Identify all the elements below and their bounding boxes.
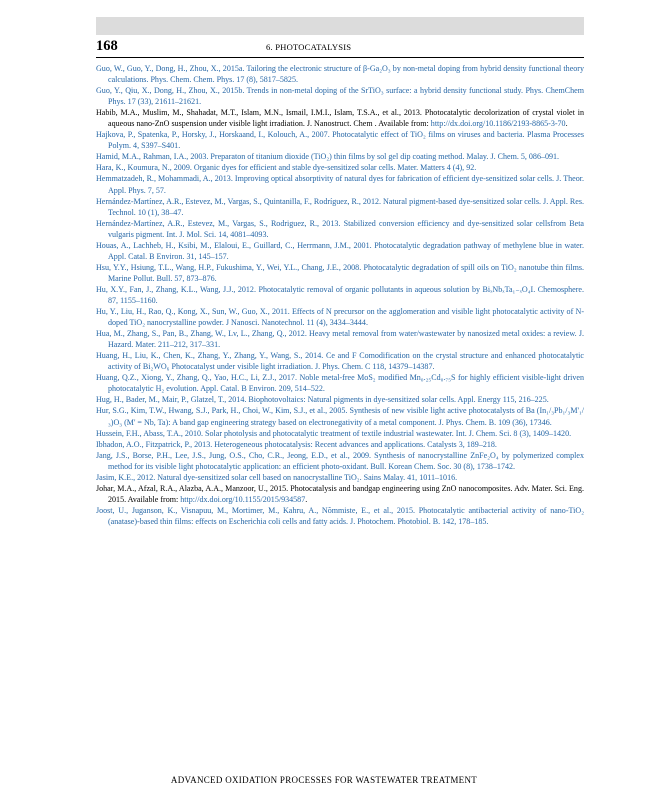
reference-item[interactable]: Huang, H., Liu, K., Chen, K., Zhang, Y., Zhang, Y., Wang, S., 2014. Ce and F Comodification on the crystal structure and enhanced photocatalytic activity of Bi₂WO₆ Photocatalyst under visible light irradiation. J. Phys. Chem. C 118, 14379–14387. bbox=[96, 351, 584, 372]
reference-item[interactable]: Joost, U., Juganson, K., Visnapuu, M., Mortimer, M., Kahru, A., Nõmmiste, E., et al., 2015. Photocatalytic antibacterial activity of nano-TiO₂ (anatase)-based thin films: effects on Escherichia coli cells and fatty acids. J. Photochem. Photobiol. B. 142, 178–185. bbox=[96, 505, 584, 526]
page-number: 168 bbox=[96, 38, 118, 54]
reference-item: Habib, M.A., Muslim, M., Shahadat, M.T., Islam, M.N., Ismail, I.M.I., Islam, T.S.A., et al., 2013. Photocatalytic decolorization of crystal violet in aqueous nano-ZnO suspension under visible light irradiation. J. Nanostruct. Chem . Available from: http://dx.doi.org/10.1186/2193-8865-3-70. bbox=[96, 108, 584, 129]
reference-item[interactable]: Hamid, M.A., Rahman, I.A., 2003. Preparaton of titanium dioxide (TiO₂) thin films by sol gel dip coating method. Malay. J. Chem. 5, 086–091. bbox=[96, 152, 560, 162]
reference-list bbox=[96, 63, 584, 527]
reference-item[interactable]: Guo, Y., Qiu, X., Dong, H., Zhou, X., 2015b. Trends in non-metal doping of the SrTiO₃ surface: a hybrid density functional study. Phys. ChemChem Phys. 17 (33), 21611–21621. bbox=[96, 86, 584, 107]
reference-item[interactable]: Hara, K., Koumura, N., 2009. Organic dyes for efficient and stable dye-sensitized solar cells. Mater. Matters 4 (4), 92. bbox=[96, 163, 477, 173]
reference-text: Johar, M.A., Afzal, R.A., Alazba, A.A., Manzoor, U., 2015. Photocatalysis and bandgap engineering using ZnO nanocomposites. Adv. Mater. Sci. Eng. 2015. Available from: bbox=[96, 483, 584, 504]
reference-item[interactable]: Hsu, Y.Y., Hsiung, T.L., Wang, H.P., Fukushima, Y., Wei, Y.L., Chang, J.E., 2008. Photocatalytic degradation of spill oils on TiO₂ nanotube thin films. Marine Pollut. Bull. 57, 873–876. bbox=[96, 262, 584, 283]
reference-item[interactable]: Hajkova, P., Spatenka, P., Horsky, J., Horskaand, I., Kolouch, A., 2007. Photocatalytic effect of TiO₂ films on viruses and bacteria. Plasma Processes Polym. 4, S397–S401. bbox=[96, 130, 584, 151]
reference-item[interactable]: Hussein, F.H., Abass, T.A., 2010. Solar photolysis and photocatalytic treatment of textile industrial wastewater. Int. J. Chem. Sci. 8 (3), 1409–1420. bbox=[96, 428, 572, 438]
reference-item[interactable]: Guo, W., Guo, Y., Dong, H., Zhou, X., 2015a. Tailoring the electronic structure of β-Ga₂O₃ by non-metal doping from hybrid density functional theory calculations. Phys. Chem. Chem. Phys. 17 (8), 5817–5825. bbox=[96, 64, 584, 85]
chapter-title: 6. PHOTOCATALYSIS bbox=[266, 42, 352, 52]
reference-item[interactable]: Hemmatzadeh, R., Mohammadi, A., 2013. Improving optical absorptivity of natural dyes for fabrication of efficient dye-sensitized solar cells. J. Theor. Appl. Phys. 7, 57. bbox=[96, 174, 584, 195]
reference-item[interactable]: Hu, Y., Liu, H., Rao, Q., Kong, X., Sun, W., Guo, X., 2011. Effects of N precursor on the agglomeration and visible light photocatalytic activity of N-doped TiO₂ nanocrystalline powder. J Nanosci. Nanotechnol. 11 (4), 3434–3444. bbox=[96, 307, 584, 328]
reference-item[interactable]: Houas, A., Lachheb, H., Ksibi, M., Elaloui, E., Guillard, C., Herrmann, J.M., 2001. Photocatalytic degradation pathway of methylene blue in water. Appl. Catal. B Environ. 31, 145–157. bbox=[96, 240, 584, 261]
reference-item[interactable]: Hernández-Martínez, A.R., Estevez, M., Vargas, S., Rodriguez, R., 2013. Stabilized conversion efficiency and dye-sensitized solar cellsfrom Beta vulgaris pigment. Int. J. Mol. Sci. 14, 4081–4093. bbox=[96, 218, 584, 239]
reference-text: Habib, M.A., Muslim, M., Shahadat, M.T., Islam, M.N., Ismail, I.M.I., Islam, T.S.A., et al., 2013. Photocatalytic decolorization of crystal violet in aqueous nano-ZnO suspension under visible light irradiation. J. Nanostruct. Chem . Available from: bbox=[96, 108, 584, 129]
header-bar bbox=[96, 17, 584, 35]
reference-item[interactable]: Hua, M., Zhang, S., Pan, B., Zhang, W., Lv, L., Zhang, Q., 2012. Heavy metal removal from water/wastewater by nanosized metal oxides: a review. J. Hazard. Mater. 211–212, 317–331. bbox=[96, 329, 584, 350]
reference-item[interactable]: Hur, S.G., Kim, T.W., Hwang, S.J., Park, H., Choi, W., Kim, S.J., et al., 2005. Synthesis of new visible light active photocatalysts of Ba (In₁/₃Pb₁/₃M'₁/₃)O₃ (M' = Nb, Ta): A band gap engineering strategy based on electronegativity of a metal component. J. Phys. Chem. B. 109 (36), 17346. bbox=[96, 406, 584, 427]
doi-link[interactable]: http://dx.doi.org/10.1155/2015/934587 bbox=[180, 494, 306, 504]
page-header bbox=[96, 38, 584, 56]
reference-item[interactable]: Hernández-Martínez, A.R., Estevez, M., Vargas, S., Quintanilla, F., Rodríguez, R., 2012. Natural pigment-based dye-sensitized solar cells. J. Appl. Res. Technol. 10 (1), 38–47. bbox=[96, 196, 584, 217]
header-rule bbox=[96, 57, 584, 58]
book-title-footer: ADVANCED OXIDATION PROCESSES FOR WASTEWATER TREATMENT bbox=[170, 775, 478, 785]
reference-item[interactable]: Ibhadon, A.O., Fitzpatrick, P., 2013. Heterogeneous photocatalysis: Recent advances and applications. Catalysts 3, 189–218. bbox=[96, 439, 497, 449]
reference-item[interactable]: Jasim, K.E., 2012. Natural dye-sensitized solar cell based on nanocrystalline TiO₂. Sains Malay. 41, 1011–1016. bbox=[96, 472, 458, 482]
reference-item: Johar, M.A., Afzal, R.A., Alazba, A.A., Manzoor, U., 2015. Photocatalysis and bandgap engineering using ZnO nanocomposites. Adv. Mater. Sci. Eng. 2015. Available from: http://dx.doi.org/10.1155/2015/934587. bbox=[96, 483, 584, 504]
reference-item[interactable]: Hug, H., Bader, M., Mair, P., Glatzel, T., 2014. Biophotovoltaics: Natural pigments in dye-sensitized solar cells. Appl. Energy 115, 216–225. bbox=[96, 395, 549, 405]
reference-item[interactable]: Jang, J.S., Borse, P.H., Lee, J.S., Jung, O.S., Cho, C.R., Jeong, E.D., et al., 2009. Synthesis of nanocrystalline ZnFe₂O₄ by polymerized complex method for its visible light photocatalytic application: an efficient photo-oxidant. Bull. Korean Chem. Soc. 30 (8), 1738–1742. bbox=[96, 450, 584, 471]
doi-link[interactable]: http://dx.doi.org/10.1186/2193-8865-3-70 bbox=[430, 119, 566, 129]
reference-item[interactable]: Huang, Q.Z., Xiong, Y., Zhang, Q., Yao, H.C., Li, Z.J., 2017. Noble metal-free MoS₂ modified Mn₀.₂₅Cd₀.₇₅S for highly efficient visible-light driven photocatalytic H₂ evolution. Appl. Catal. B Environ. 209, 514–522. bbox=[96, 373, 584, 394]
reference-item[interactable]: Hu, X.Y., Fan, J., Zhang, K.L., Wang, J.J., 2012. Photocatalytic removal of organic pollutants in aqueous solution by BiₓNbₓTa₁₋ₓO₄I. Chemosphere. 87, 1155–1160. bbox=[96, 284, 584, 305]
